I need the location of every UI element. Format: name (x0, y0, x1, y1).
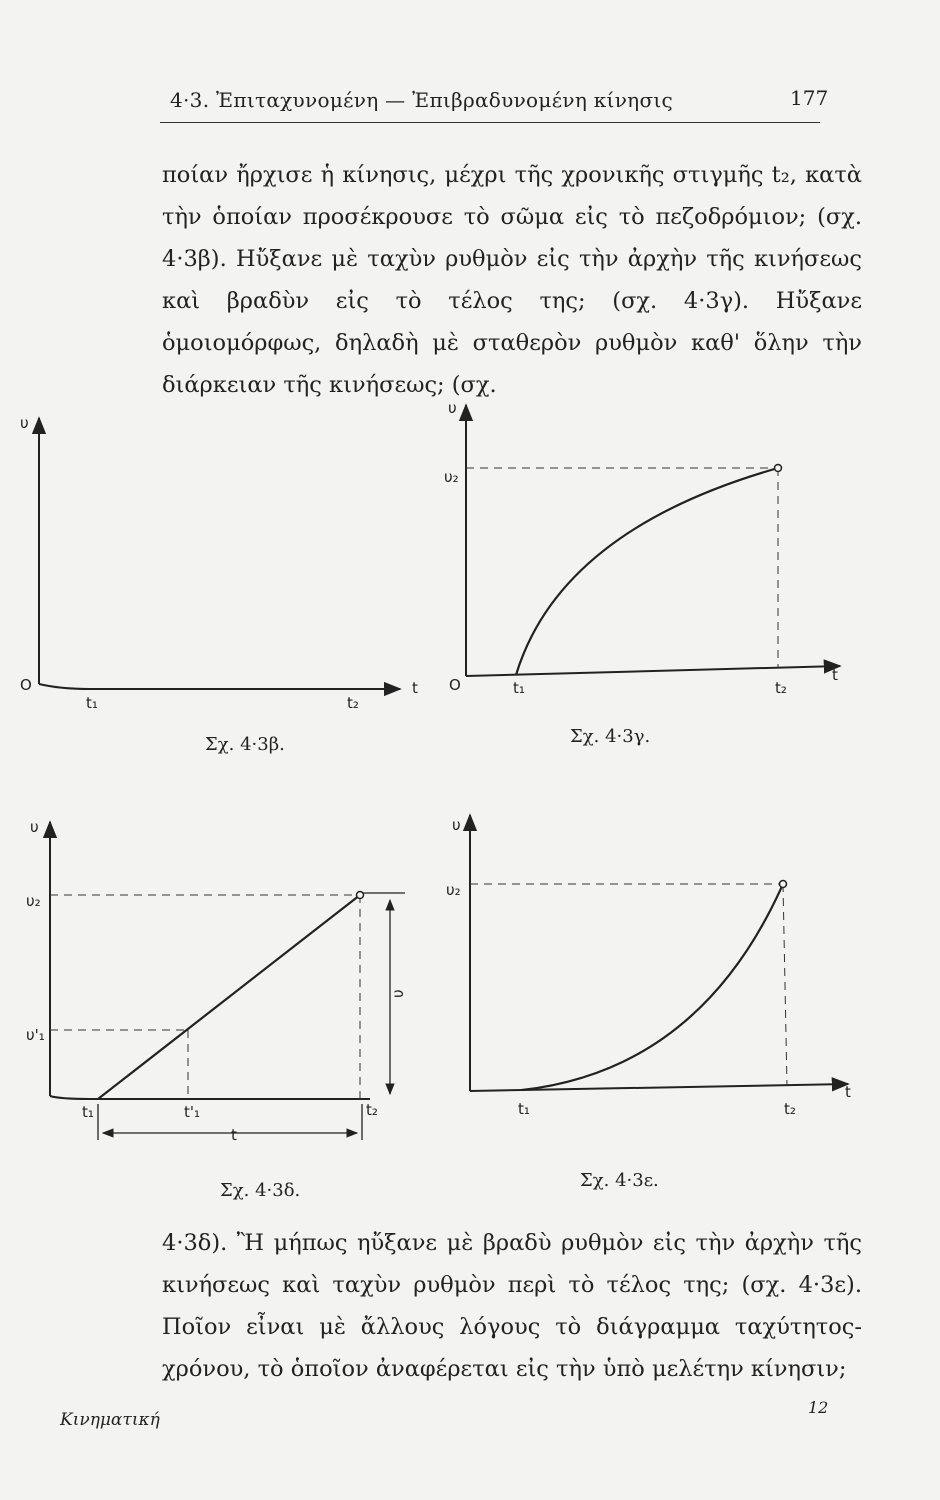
gamma-curve (516, 468, 778, 675)
delta-t1p-label: t'₁ (184, 1103, 201, 1121)
epsilon-t2-label: t₂ (784, 1100, 796, 1118)
caption-fig-4-3-delta: Σχ. 4·3δ. (220, 1180, 301, 1201)
page-number: 177 (790, 86, 829, 110)
figure-4-3-gamma (444, 399, 840, 697)
gamma-u2-label: υ₂ (444, 468, 459, 486)
epsilon-curve (522, 884, 783, 1090)
footer-signature: 12 (808, 1398, 829, 1417)
delta-u2-label: υ₂ (26, 892, 41, 910)
beta-t1-label: t₁ (86, 694, 98, 712)
delta-endpoint (357, 892, 364, 899)
figure-4-3-delta (26, 818, 407, 1144)
gamma-endpoint (775, 465, 782, 472)
caption-fig-4-3-epsilon: Σχ. 4·3ε. (580, 1170, 659, 1191)
paragraph-top: ποίαν ἤρχισε ἡ κίνησις, μέχρι τῆς χρονικῆς στιγμῆς t₂, κατὰ τὴν ὁποίαν προσέκρουσε τὸ σῶμα εἰς τὸ πεζοδρόμιον; (σχ. 4·3β). Ηὔξανε μὲ ταχὺν ρυθμὸν εἰς τὴν ἀρχὴν τῆς κινήσεως καὶ βραδὺν εἰς τὸ τέλος της; (σχ. 4·3γ). Ηὔξανε ὁμοιομόρφως, δηλαδὴ μὲ σταθερὸν ρυθμὸν καθ' ὅλην τὴν διάρκειαν τῆς κινήσεως; (σχ. (162, 162, 862, 398)
paragraph-bottom: 4·3δ). Ἢ μήπως ηὔξανε μὲ βραδὺ ρυθμὸν εἰς τὴν ἀρχὴν τῆς κινήσεως καὶ ταχὺν ρυθμὸν περὶ τὸ τέλος της; (σχ. 4·3ε). Ποῖον εἶναι μὲ ἄλλους λόγους τὸ διάγραμμα ταχύτητος-χρόνου, τὸ ὁποῖον ἀναφέρεται εἰς τὴν ὑπὸ μελέτην κίνησιν; (162, 1230, 862, 1382)
delta-u-span-label: υ (389, 989, 407, 998)
delta-y-label: υ (30, 818, 39, 836)
epsilon-x-label: t (845, 1083, 851, 1101)
gamma-y-label: υ (448, 399, 457, 417)
beta-origin-label: O (20, 676, 32, 694)
beta-x-axis (39, 684, 400, 689)
delta-t-span-label: t (231, 1126, 237, 1144)
epsilon-t1-label: t₁ (518, 1100, 530, 1118)
gamma-x-axis (466, 666, 840, 676)
beta-t2-label: t₂ (347, 694, 359, 712)
gamma-x-label: t (832, 666, 838, 684)
figure-4-3-epsilon (446, 815, 851, 1118)
delta-t1-label: t₁ (82, 1103, 94, 1121)
figure-4-3-beta (20, 414, 418, 712)
epsilon-endpoint (780, 881, 787, 888)
epsilon-t2-dash (783, 884, 787, 1086)
delta-u1p-label: υ'₁ (26, 1026, 45, 1044)
gamma-t1-label: t₁ (513, 679, 525, 697)
gamma-t2-label: t₂ (775, 679, 787, 697)
delta-line (98, 895, 360, 1099)
delta-t2-label: t₂ (366, 1101, 378, 1119)
epsilon-u2-label: υ₂ (446, 881, 461, 899)
caption-fig-4-3-gamma: Σχ. 4·3γ. (570, 726, 651, 747)
running-header: 4·3. Ἐπιταχυνομένη — Ἐπιβραδυνομένη κίνησις (170, 88, 674, 112)
footer-book-title: Κινηματική (60, 1410, 160, 1430)
beta-x-label: t (412, 679, 418, 697)
epsilon-y-label: υ (452, 816, 461, 834)
caption-fig-4-3-beta: Σχ. 4·3β. (205, 734, 285, 755)
beta-y-label: υ (20, 414, 29, 432)
gamma-origin-label: O (449, 676, 461, 694)
